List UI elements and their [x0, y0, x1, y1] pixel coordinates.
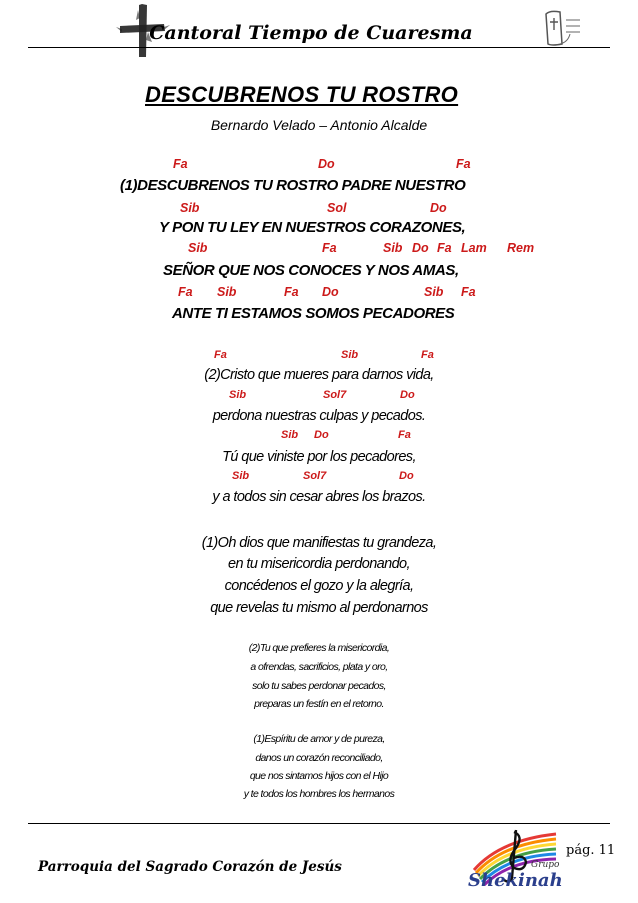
song-authors: Bernardo Velado – Antonio Alcalde	[210, 117, 428, 133]
lyric-line: y a todos sin cesar abres los brazos.	[212, 489, 426, 505]
page-number: pág. 11	[566, 843, 616, 858]
chord: Do	[430, 201, 447, 215]
chord: Rem	[507, 241, 535, 255]
header-title: Cantoral Tiempo de Cuaresma	[149, 22, 473, 44]
chord: Fa	[214, 349, 227, 361]
song-title: DESCUBRENOS TU ROSTRO	[145, 82, 459, 107]
footer-rule	[28, 823, 610, 824]
chord: Do	[318, 157, 335, 171]
chord: Sib	[383, 241, 403, 255]
chord: Do	[399, 470, 414, 482]
chord: Fa	[398, 429, 411, 441]
chord: Fa	[173, 157, 188, 171]
chord: Fa	[461, 285, 476, 299]
chord: Do	[322, 285, 339, 299]
lyric-line: a ofrendas, sacrificios, plata y oro,	[250, 661, 388, 673]
logo-name: Shekinah	[468, 870, 563, 891]
chord: Fa	[322, 241, 337, 255]
parish-name: Parroquia del Sagrado Corazón de Jesús	[38, 859, 342, 875]
lyric-line: Tú que viniste por los pecadores,	[222, 449, 416, 465]
chord: Sib	[232, 470, 250, 482]
lyric-line: en tu misericordia perdonando,	[228, 556, 410, 572]
chord: Fa	[437, 241, 452, 255]
lyric-line: (1)Oh dios que manifiestas tu grandeza,	[201, 535, 437, 551]
chord: Fa	[456, 157, 471, 171]
lyric-line: (2)Cristo que mueres para darnos vida,	[204, 367, 434, 383]
lyric-line: preparas un festín en el retorno.	[254, 698, 384, 710]
chord: Sib	[424, 285, 444, 299]
chord: Sib	[341, 349, 359, 361]
chord: Sib	[180, 201, 200, 215]
chord: Sol7	[323, 389, 347, 401]
lyric-line: Y PON TU LEY EN NUESTROS CORAZONES,	[159, 219, 466, 236]
lyric-line: perdona nuestras culpas y pecados.	[212, 408, 426, 424]
header-rule	[28, 47, 610, 48]
chord: Fa	[178, 285, 193, 299]
chord: Sib	[188, 241, 208, 255]
lyric-line: y te todos los hombres los hermanos	[243, 788, 395, 800]
chord: Do	[314, 429, 329, 441]
lyric-line: que nos sintamos hijos con el Hijo	[249, 770, 389, 782]
chord: Fa	[421, 349, 434, 361]
lyric-line: (1)Espíritu de amor y de pureza,	[253, 733, 385, 745]
lyric-line: (2)Tu que prefieres la misericordia,	[248, 642, 390, 654]
chord: Fa	[284, 285, 299, 299]
lyric-line: solo tu sabes perdonar pecados,	[252, 680, 386, 692]
chord: Do	[412, 241, 429, 255]
chord: Do	[400, 389, 415, 401]
chord: Sib	[217, 285, 237, 299]
lyric-line: SEÑOR QUE NOS CONOCES Y NOS AMAS,	[163, 262, 459, 279]
lyric-line: que revelas tu mismo al perdonarnos	[210, 600, 428, 616]
chord: Sol	[327, 201, 347, 215]
chord: Sib	[281, 429, 299, 441]
lyric-line: concédenos el gozo y la alegría,	[224, 578, 414, 594]
lyric-line: ANTE TI ESTAMOS SOMOS PECADORES	[172, 305, 455, 322]
chord: Lam	[461, 241, 487, 255]
sheet-music-icon	[540, 6, 586, 50]
lyric-line: (1)DESCUBRENOS TU ROSTRO PADRE NUESTRO	[120, 177, 466, 194]
logo-group-label: Grupo	[531, 860, 560, 870]
lyric-line: danos un corazón reconciliado,	[255, 752, 383, 764]
chord: Sib	[229, 389, 247, 401]
chord: Sol7	[303, 470, 327, 482]
